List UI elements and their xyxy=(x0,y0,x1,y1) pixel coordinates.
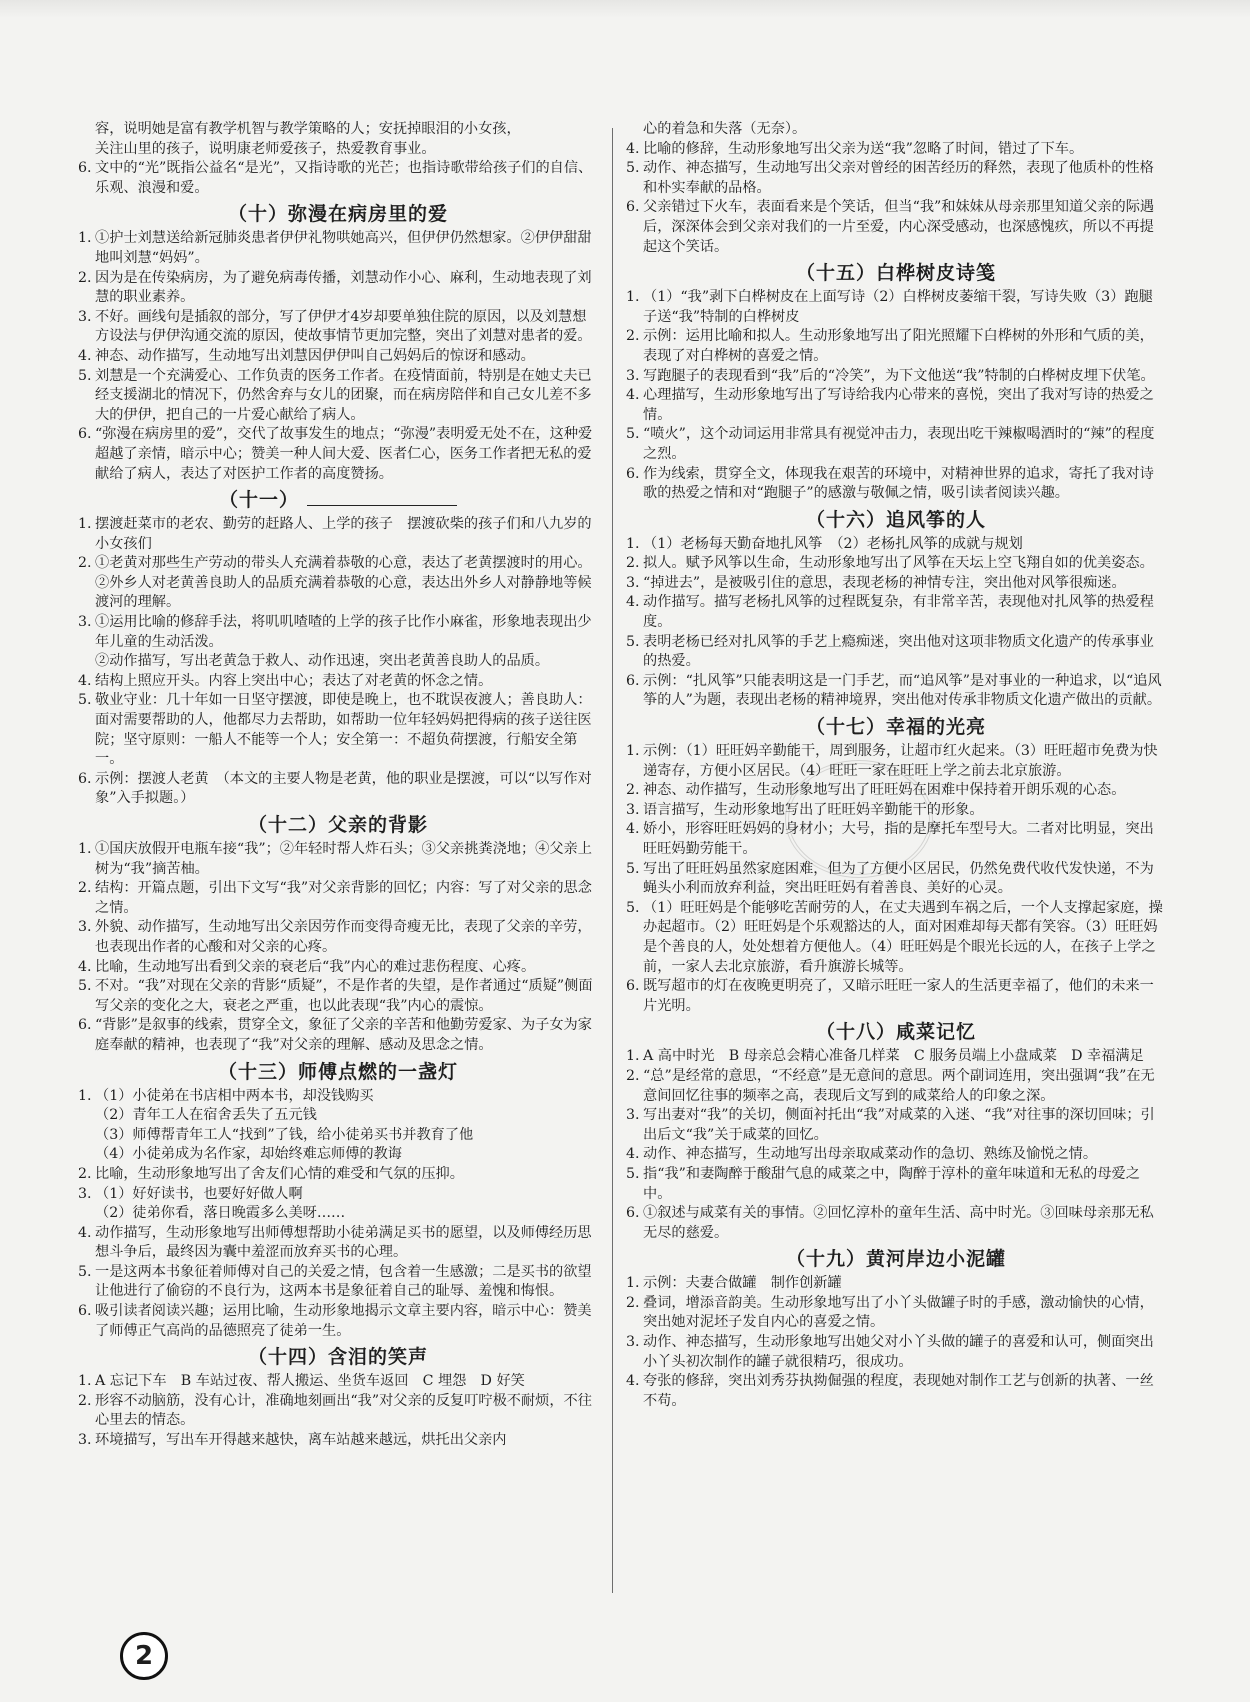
answer-item: 4. 心理描写，生动形象地写出了写诗给我内心带来的喜悦，突出了我对写诗的热爱之情。 xyxy=(626,387,1154,423)
answer-item: 1. ①国庆放假开电瓶车接“我”；②年轻时帮人炸石头；③父亲挑粪浇地；④父亲上树为“我”摘苦柚。 xyxy=(78,841,592,877)
column-divider xyxy=(612,128,613,1593)
answer-item: 2. 比喻，生动形象地写出了舍友们心情的难受和气氛的压抑。 xyxy=(78,1165,464,1182)
answer-item: 2. 叠词，增添音韵美。生动形象地写出了小丫头做罐子时的手感，激动愉快的心情，突出她对泥坯子发自内心的喜爱之情。 xyxy=(626,1294,1154,1331)
answer-item: 5. 刘慧是一个充满爱心、工作负责的医务工作者。在疫情面前，特别是在她丈夫已经支援湖北的情况下，仍然舍弃与女儿的团聚，而在病房陪伴和自己女儿差不多大的伊伊，把自己的一片爱心献给了病人。 xyxy=(78,367,592,423)
section-title: （十五）白桦树皮诗笺 xyxy=(795,262,996,285)
answer-subline: （3）师傅帮青年工人“找到”了钱，给小徒弟买书并教育了他 xyxy=(95,1126,474,1143)
answer-item: 6. ①叙述与咸菜有关的事情。②回忆淳朴的童年生活、高中时光。③回味母亲那无私无尽的慈爱。 xyxy=(626,1205,1154,1241)
left-column xyxy=(78,120,598,1451)
answer-item: 6. 父亲错过下火车，表面看来是个笑话，但当“我”和妹妹从母亲那里知道父亲的际遇后，深深体会到父亲对我们的一片至爱，内心深受感动，也深感愧疚，所以不再提起这个笑话。 xyxy=(626,199,1155,255)
answer-item: 6. “弥漫在病房里的爱”，交代了故事发生的地点；“弥漫”表明爱无处不在，这种爱超越了亲情，暗示中心；赞美一种人间大爱、医者仁心，医务工作者把无私的爱献给了病人，表达了对医护工作者的高度赞扬。 xyxy=(78,426,593,482)
faded-stamp xyxy=(785,760,933,878)
answer-item: 1. A 忘记下车 B 车站过夜、帮人搬运、坐货车返回 C 埋怨 D 好笑 xyxy=(78,1373,525,1390)
section-title: （十七）幸福的光亮 xyxy=(805,716,986,739)
answer-item: 3. “掉进去”，是被吸引住的意思，表现老杨的神情专注，突出他对风筝很痴迷。 xyxy=(626,574,1126,591)
page-number: 2 xyxy=(120,1632,168,1680)
answer-item: 6. 吸引读者阅读兴趣；运用比喻，生动形象地揭示文章主要内容，暗示中心：赞美了师傅正气高尚的品德照亮了徒弟一生。 xyxy=(78,1303,592,1339)
answer-item: 3. 写跑腿子的表现看到“我”后的“冷笑”，为下文他送“我”特制的白桦树皮埋下伏笔。 xyxy=(626,367,1155,384)
answer-item: 2. 神态、动作描写，生动形象地写出了旺旺妈在困难中保持着开朗乐观的心态。 xyxy=(626,782,1126,799)
answer-item: 5. 指“我”和妻陶醉于酸甜气息的咸菜之中，陶醉于淳朴的童年味道和无私的母爱之中。 xyxy=(626,1165,1140,1202)
answer-item: 3. 语言描写，生动形象地写出了旺旺妈辛勤能干的形象。 xyxy=(626,801,984,818)
answer-item: 1. 示例：夫妻合做罐 制作创新罐 xyxy=(626,1275,842,1292)
answer-item: 4. 神态、动作描写，生动地写出刘慧因伊伊叫自己妈妈后的惊讶和感动。 xyxy=(78,347,535,364)
answer-item: 4. 动作描写，生动形象地写出师傅想帮助小徒弟满足买书的愿望，以及师傅经历思想斗争后，最终因为囊中羞涩而放弃买书的心理。 xyxy=(78,1224,592,1261)
section-title: （十四）含泪的笑声 xyxy=(247,1346,428,1369)
scan-edge xyxy=(0,0,1250,18)
answer-item: 5. 敬业守业：几十年如一日坚守摆渡，即使是晚上，也不耽误夜渡人；善良助人：面对需要帮助的人，他都尽力去帮助，如帮助一位年轻妈妈把得病的孩子送往医院；坚守原则：一船人不能等一个人；安全第一：不超负荷摆渡，行船安全第一。 xyxy=(78,692,592,768)
section-title: （十）弥漫在病房里的爱 xyxy=(227,203,448,226)
answer-item: 1. ①护士刘慧送给新冠肺炎患者伊伊礼物哄她高兴，但伊伊仍然想家。②伊伊甜甜地叫刘慧“妈妈”。 xyxy=(78,230,592,266)
section-title: （十二）父亲的背影 xyxy=(247,814,428,836)
answer-item: 2. 拟人。赋予风筝以生命，生动形象地写出了风筝在天坛上空飞翔自如的优美姿态。 xyxy=(626,555,1154,572)
answer-item: 4. 动作、神态描写，生动地写出母亲取咸菜动作的急切、熟练及愉悦之情。 xyxy=(626,1146,1098,1163)
answer-item: 5. 动作、神态描写，生动地写出父亲对曾经的困苦经历的释然，表现了他质朴的性格和朴实奉献的品格。 xyxy=(626,160,1154,196)
answer-item: 3. （1）好好读书，也要好好做人啊 xyxy=(78,1185,303,1202)
answer-item: 4. 比喻，生动地写出看到父亲的衰老后“我”内心的难过悲伤程度、心疼。 xyxy=(78,958,536,975)
answer-item: 2. ①老黄对那些生产劳动的带头人充满着恭敬的心意，表达了老黄摆渡时的用心。②外乡人对老黄善良助人的品质充满着恭敬的心意，表达出外乡人对静静地等候渡河的理解。 xyxy=(78,555,592,611)
answer-item: 5. 写出了旺旺妈虽然家庭困难，但为了方便小区居民，仍然免费代收代发快递，不为蝇头小利而放弃利益，突出旺旺妈有着善良、美好的心灵。 xyxy=(626,860,1154,897)
answer-item: 1. A 高中时光 B 母亲总会精心准备几样菜 C 服务员端上小盘咸菜 D 幸福满足 xyxy=(626,1048,1144,1065)
intro-line: 容，说明她是富有教学机智与教学策略的人；安抚掉眼泪的小女孩， xyxy=(95,121,521,137)
title-blank xyxy=(307,489,457,506)
answer-subline: （2）徒弟你看，落日晚霞多么美呀…… xyxy=(95,1205,346,1222)
answer-item: 5. 表明老杨已经对扎风筝的手艺上瘾痴迷，突出他对这项非物质文化遗产的传承事业的热爱。 xyxy=(626,633,1154,670)
answer-item: 1. 摆渡赶菜市的老农、勤劳的赶路人、上学的孩子 摆渡砍柴的孩子们和八九岁的小女孩们 xyxy=(78,516,592,552)
section-title: （十三）师傅点燃的一盏灯 xyxy=(217,1060,458,1083)
right-column xyxy=(626,120,1166,1411)
answer-item: 3. 环境描写，写出车开得越来越快，离车站越来越远，烘托出父亲内 xyxy=(78,1432,507,1449)
answer-item-continued: 心的着急和失落（无奈）。 xyxy=(643,121,807,137)
answer-item: 6. “背影”是叙事的线索，贯穿全文，象征了父亲的辛苦和他勤劳爱家、为子女为家庭奉献的精神，也表现了“我”对父亲的理解、感动及思念之情。 xyxy=(78,1017,592,1053)
answer-item: 4. 娇小，形容旺旺妈妈的身材小；大号，指的是摩托车型号大。二者对比明显，突出旺旺妈勤劳能干。 xyxy=(626,821,1154,857)
answer-item: 6. 文中的“光”既指公益名“是光”，又指诗歌的光芒；也指诗歌带给孩子们的自信、乐观、浪漫和爱。 xyxy=(78,160,593,196)
answer-item: 6. 既写超市的灯在夜晚更明亮了，又暗示旺旺一家人的生活更幸福了，他们的未来一片光明。 xyxy=(626,978,1154,1014)
answer-item: 3. ①运用比喻的修辞手法，将叽叽喳喳的上学的孩子比作小麻雀，形象地表现出少年儿童的生动活泼。 xyxy=(78,614,592,650)
answer-subline: （2）青年工人在宿舍丢失了五元钱 xyxy=(95,1107,317,1124)
answer-item: 1. （1）老杨每天勤奋地扎风筝 （2）老杨扎风筝的成就与规划 xyxy=(626,535,1023,552)
section-title: （十一） xyxy=(78,486,598,514)
answer-item: 5. “喷火”，这个动词运用非常具有视觉冲击力，表现出吃干辣椒喝酒时的“辣”的程度之烈。 xyxy=(626,426,1155,462)
answer-item: 4. 结构上照应开头。内容上突出中心；表达了对老黄的怀念之情。 xyxy=(78,672,493,689)
answer-item: 3. 不好。画线句是插叙的部分，写了伊伊才4岁却要单独住院的原因，以及刘慧想方设法与伊伊沟通交流的原因，使故事情节更加完整，突出了刘慧对患者的爱。 xyxy=(78,308,592,345)
answer-subline: （4）小徒弟成为名作家，却始终难忘师傅的教诲 xyxy=(95,1146,402,1163)
answer-item: 4. 动作描写。描写老杨扎风筝的过程既复杂，有非常辛苦，表现他对扎风筝的热爱程度。 xyxy=(626,594,1154,631)
section-title: （十六）追风筝的人 xyxy=(805,508,986,531)
answer-item: 1. （1）小徒弟在书店相中两本书，却没钱购买 xyxy=(78,1087,374,1104)
answer-item: 3. 动作、神态描写，生动形象地写出她父对小丫头做的罐子的喜爱和认可，侧面突出小丫头初次制作的罐子就很精巧，很成功。 xyxy=(626,1334,1154,1370)
answer-item: 1. 示例：（1）旺旺妈辛勤能干，周到服务，让超市红火起来。（3）旺旺超市免费为快递寄存，方便小区居民。（4）旺旺一家在旺旺上学之前去北京旅游。 xyxy=(626,743,1158,779)
answer-item: 6. 示例：摆渡人老黄 （本文的主要人物是老黄，他的职业是摆渡，可以“以写作对象”入手拟题。） xyxy=(78,770,592,807)
intro-line: 关注山里的孩子，说明康老师爱孩子，热爱教育事业。 xyxy=(95,140,436,157)
answer-item: 5. 一是这两本书象征着师傅对自己的关爱之情，包含着一生感激；二是买书的欲望让他进行了偷窃的不良行为，这两本书是象征着自己的耻辱、羞愧和悔恨。 xyxy=(78,1263,592,1300)
answer-item: 2. 因为是在传染病房，为了避免病毒传播，刘慧动作小心、麻利，生动地表现了刘慧的职业素养。 xyxy=(78,269,592,306)
answer-item: 4. 夸张的修辞，突出刘秀芬执拗倔强的程度，表现她对制作工艺与创新的执著、一丝不苟。 xyxy=(626,1373,1154,1409)
answer-item: 2. 形容不动脑筋，没有心计，准确地刻画出“我”对父亲的反复叮咛极不耐烦，不往心里去的情态。 xyxy=(78,1392,592,1429)
section-title: （十八）咸菜记忆 xyxy=(815,1021,976,1044)
answer-item: 3. 外貌、动作描写，生动地写出父亲因劳作而变得奇瘦无比，表现了父亲的辛劳，也表现出作者的心酸和对父亲的心疼。 xyxy=(78,919,592,955)
answer-item: 2. “总”是经常的意思，“不经意”是无意间的意思。两个副词连用，突出强调“我”在无意间回忆往事的频率之高，表现后文写到的咸菜给人的印象之深。 xyxy=(626,1067,1155,1104)
answer-item: 2. 结构：开篇点题，引出下文写“我”对父亲背影的回忆；内容：写了对父亲的思念之情。 xyxy=(78,880,592,916)
answer-item: 2. 示例：运用比喻和拟人。生动形象地写出了阳光照耀下白桦树的外形和气质的美，表现了对白桦树的喜爱之情。 xyxy=(626,328,1154,364)
answer-item: 5. 不对。“我”对现在父亲的背影“质疑”，不是作者的失望，是作者通过“质疑”侧面写父亲的变化之大，衰老之严重，也以此表现“我”内心的震惊。 xyxy=(78,978,593,1014)
answer-item: 6. 示例：“扎风筝”只能表明这是一门手艺，而“追风筝”是对事业的一种追求，以“追风筝的人”为题，表现出老杨的精神境界，突出他对传承非物质文化遗产做出的贡献。 xyxy=(626,672,1162,709)
answer-item-continued: ②动作描写，写出老黄急于救人、动作迅速，突出老黄善良助人的品质。 xyxy=(95,653,550,670)
answer-item: 6. 作为线索，贯穿全文，体现我在艰苦的环境中，对精神世界的追求，寄托了我对诗歌的热爱之情和对“跑腿子”的感激与敬佩之情，吸引读者阅读兴趣。 xyxy=(626,465,1154,502)
section-title: （十九）黄河岸边小泥罐 xyxy=(785,1248,1006,1271)
answer-item: 3. 写出妻对“我”的关切，侧面衬托出“我”对咸菜的入迷、“我”对往事的深切回味；引出后文“我”关于咸菜的回忆。 xyxy=(626,1107,1155,1143)
answer-item: 1. （1）“我”剥下白桦树皮在上面写诗（2）白桦树皮萎缩干裂，写诗失败（3）跑腿子送“我”特制的白桦树皮 xyxy=(626,289,1153,325)
answer-item: 4. 比喻的修辞，生动形象地写出父亲为送“我”忽略了时间，错过了下车。 xyxy=(626,140,1084,157)
answer-item: 5. （1）旺旺妈是个能够吃苦耐劳的人，在丈夫遇到车祸之后，一个人支撑起家庭，操办起超市。（2）旺旺妈是个乐观豁达的人，面对困难却每天都有笑容。（3）旺旺妈是个善良的人，处处想着方便他人。（4）旺旺妈是个眼光长远的人，在孩子上学之前，一家人去北京旅游，看升旗游长城等。 xyxy=(626,899,1163,975)
